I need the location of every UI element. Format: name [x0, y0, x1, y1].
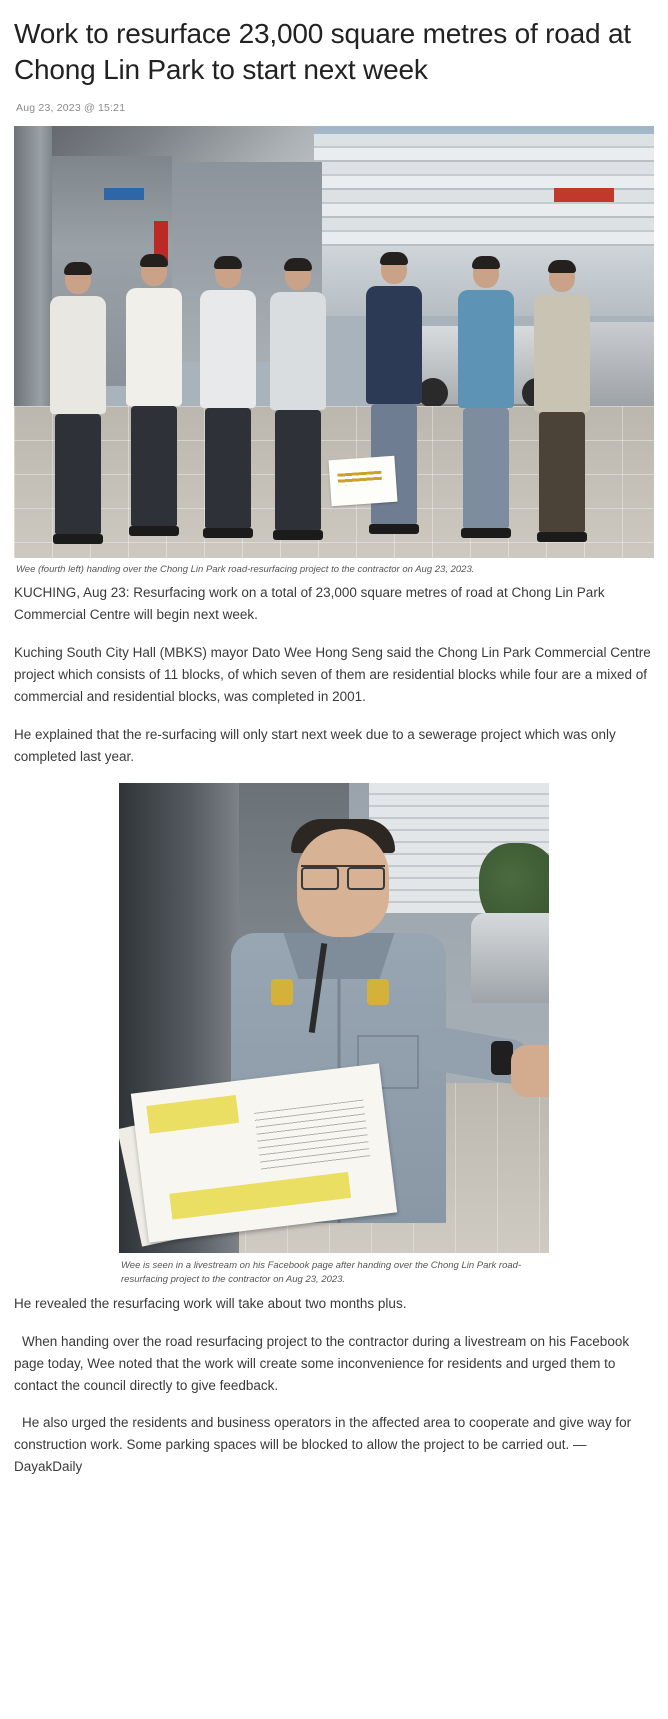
article-paragraph: When handing over the road resurfacing project to the contractor during a livestream on his Facebook page today, Wee noted that the work will create some inconvenience for residents and urged them to contact the council directly to give feedback.	[14, 1333, 630, 1393]
article-paragraph: He explained that the re-surfacing will only start next week due to a sewerage project which was only completed last year.	[14, 726, 616, 764]
person-shoes	[203, 528, 253, 538]
person-shoes	[273, 530, 323, 540]
person-mayor	[270, 260, 326, 540]
document-text	[254, 1100, 370, 1173]
person-shirt	[534, 294, 590, 412]
person-3	[200, 258, 256, 538]
person-shirt	[366, 286, 422, 404]
person-trousers	[55, 414, 101, 534]
person-hair	[472, 256, 500, 269]
person-shirt	[458, 290, 514, 408]
person-5	[458, 258, 514, 538]
person-trousers	[275, 410, 321, 530]
article-paragraph: KUCHING, Aug 23: Resurfacing work on a total of 23,000 square metres of road at Chong Lin Park Commercial Centre will begin next week.	[14, 585, 605, 623]
person-hair	[548, 260, 576, 273]
uniform-badge-right	[367, 979, 389, 1005]
person-trousers	[205, 408, 251, 528]
article-paragraph: He revealed the resurfacing work will take about two months plus.	[14, 1295, 407, 1311]
article-paragraph: Kuching South City Hall (MBKS) mayor Dato Wee Hong Seng said the Chong Lin Park Commercial Centre project which consists of 11 blocks, of which seven of them are residential blocks while four are a mixed of commercial and residential blocks, was completed in 2001.	[14, 645, 651, 704]
person-head	[549, 262, 575, 292]
person-head	[215, 258, 241, 288]
photo-mayor-livestream	[119, 783, 549, 1253]
person-hair	[380, 252, 408, 265]
person-head	[381, 254, 407, 284]
eyeglasses	[301, 865, 385, 887]
figure-caption: Wee (fourth left) handing over the Chong Lin Park road-resurfacing project to the contractor on Aug 23, 2023.	[16, 563, 475, 575]
photo-group-handover	[14, 126, 654, 558]
person-shoes	[461, 528, 511, 538]
handover-document	[328, 455, 397, 505]
person-shirt	[126, 288, 182, 406]
mayor-hand	[511, 1045, 549, 1097]
highlighted-text-2	[169, 1172, 351, 1220]
person-head	[285, 260, 311, 290]
car-wheel	[418, 378, 448, 408]
article-paragraph: He also urged the residents and business operators in the affected area to cooperate and give way for construction work. Some parking spaces will be blocked to allow the project to be carried out. — DayakDaily	[14, 1415, 632, 1475]
person-trousers	[463, 408, 509, 528]
article-timestamp: Aug 23, 2023 @ 15:21	[16, 101, 126, 114]
person-shoes	[53, 534, 103, 544]
document-stack-front	[131, 1064, 397, 1243]
person-head	[473, 258, 499, 288]
person-shoes	[537, 532, 587, 542]
uniform-badge-left	[271, 979, 293, 1005]
person-shirt	[200, 290, 256, 408]
person-trousers	[539, 412, 585, 532]
person-shoes	[369, 524, 419, 534]
person-hair	[284, 258, 312, 271]
figure-caption: Wee is seen in a livestream on his Facebook page after handing over the Chong Lin Park road-resurfacing project to the contractor on Aug 23, 2023.	[121, 1260, 522, 1286]
blue-signboard	[104, 188, 144, 200]
person-hair	[214, 256, 242, 269]
person-head	[141, 256, 167, 286]
person-6	[534, 262, 590, 542]
article-figure-2	[119, 783, 549, 1287]
person-hair	[64, 262, 92, 275]
highlighted-text-1	[146, 1095, 239, 1134]
person-shoes	[129, 526, 179, 536]
person-shirt	[50, 296, 106, 414]
person-trousers	[131, 406, 177, 526]
red-shop-sign	[554, 188, 614, 202]
person-head	[65, 264, 91, 294]
wrist-watch	[491, 1041, 513, 1075]
parked-car	[471, 913, 549, 1003]
article-figure-1	[14, 126, 654, 577]
person-hair	[140, 254, 168, 267]
person-1	[50, 264, 106, 544]
page-title: Work to resurface 23,000 square metres of road at Chong Lin Park to start next week	[14, 18, 631, 85]
person-shirt	[270, 292, 326, 410]
person-2	[126, 256, 182, 536]
